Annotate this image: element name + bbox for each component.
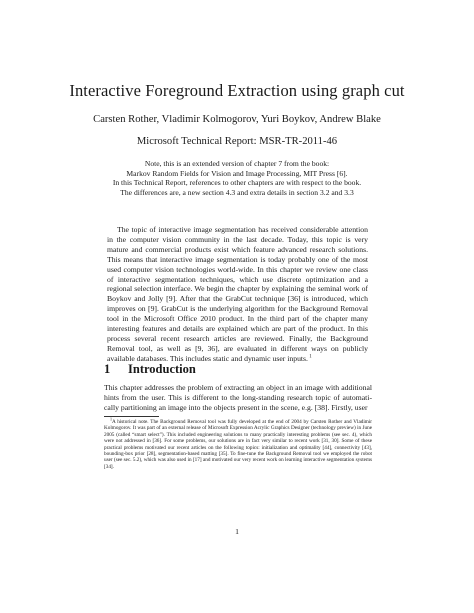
section-title: Introduction [128, 362, 196, 376]
note-line: Note, this is an extended version of chapter 7 from the book: [144, 159, 330, 168]
footnote-text: A historical note. The Background Removal tool was fully developed at the end of 2004 by Carsten Rother and Vladimir Kolmogorov. It was part of an external release of Microsoft Expression Acrylic Graphics Designer (technology preview) in June 2005 (called “smart select”). This included engineering solutions to many practically interesting problems (see sec. 4), which were not addressed in [36]. For some problems, our solutions are in fact very similar to recent work [31, 30]. Some of these practical problems motivated our recent articles on the following topics: initialization and optimality [44], connectivity [43], bounding-box prior [28], segmentation-based matting [35]. To fine-tune the Background Removal tool we employed the robot user (see sec. 5.2), which was also used in [17] and motivated our very recent work on learning interactive segmentation systems [34]. [104, 419, 372, 470]
version-note [0, 159, 474, 198]
footnote-marker: 1 [309, 354, 312, 360]
footnote-number: 1 [110, 416, 112, 422]
footnote-divider [104, 416, 159, 417]
note-line: Markov Random Fields for Vision and Image Processing, MIT Press [6]. [126, 168, 348, 178]
paper-title: Interactive Foreground Extraction using graph cut [69, 81, 405, 100]
section-number: 1 [104, 362, 111, 376]
report-number: Microsoft Technical Report: MSR-TR-2011-46 [136, 136, 338, 147]
page-number: 1 [235, 527, 239, 536]
note-line: The differences are, a new section 4.3 and extra details in section 3.2 and 3.3 [120, 188, 354, 198]
author-list: Carsten Rother, Vladimir Kolmogorov, Yuri Boykov, Andrew Blake [93, 114, 381, 125]
note-line: In this Technical Report, references to other chapters are with respect to the book. [112, 178, 362, 188]
section-heading [104, 362, 196, 377]
abstract [107, 225, 368, 364]
intro-paragraph: This chapter addresses the problem of extracting an object in an image with additional hints from the user. This is different to the long-standing research topic of automatically partitioning an image into the objects present in the scene, e.g. [38]. Firstly, user [104, 383, 372, 412]
footnote [104, 416, 372, 470]
abstract-text: The topic of interactive image segmentation has received considerable attention in the computer vision community in the last decade. Today, this topic is very mature and commercial products exist which feature advanced research solutions. This means that interactive image segmentation is today probably one of the most used computer vision technologies world-wide. In this chapter we review one class of interactive segmentation techniques, which use discrete optimization and a regional selection interface. We begin the chapter by explaining the seminal work of Boykov and Jolly [9]. After that the GrabCut technique [36] is introduced, which improves on [9]. GrabCut is the underlying algorithm for the Background Removal tool in the Microsoft Office 2010 product. In the third part of the chapter many interesting features and details are explained which are part of the product. In this process several recent research articles are reviewed. Finally, the Background Removal tool, as well as [9, 36], are evaluated in different ways on publicly available databases. This includes static and dynamic user inputs. [107, 225, 368, 363]
